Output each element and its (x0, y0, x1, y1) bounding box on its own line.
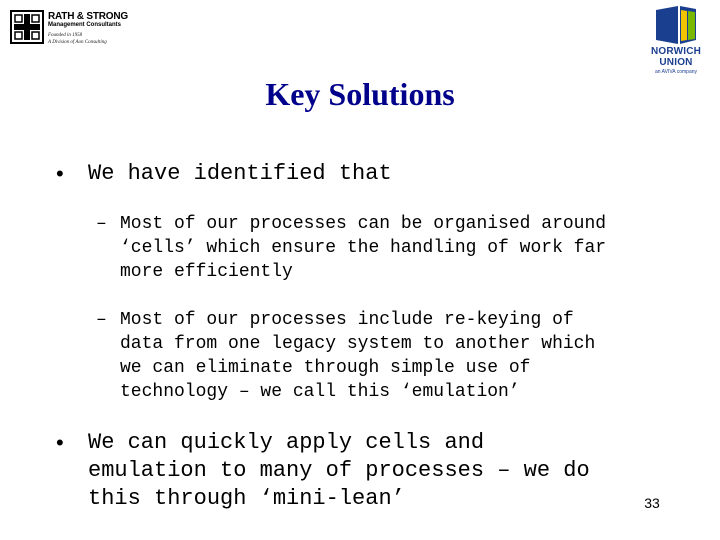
bullet-2-line-1: We can quickly apply cells and (88, 430, 485, 455)
rath-strong-name: RATH & STRONG (48, 11, 128, 22)
sub-bullet-1-line-1: Most of our processes can be organised around (120, 214, 607, 234)
norwich-union-line1: NORWICH (650, 46, 702, 57)
sub-bullet-dash: – (96, 214, 107, 234)
bullet-2-line-2: emulation to many of processes – we do (88, 458, 590, 483)
bullet-dot: • (56, 161, 64, 186)
sub-bullet-2-line-4: technology – we call this ‘emulation’ (120, 382, 520, 402)
sub-bullet-2-line-2: data from one legacy system to another which (120, 334, 596, 354)
slide-title: Key Solutions (265, 76, 455, 112)
rath-strong-emblem-icon (10, 10, 44, 44)
norwich-union-line3: an AVIVA company (654, 69, 698, 75)
sub-bullet-dash: – (96, 310, 107, 330)
rath-strong-logo (10, 10, 128, 48)
rath-strong-subtitle: Management Consultants (48, 22, 122, 28)
rath-strong-tagline-2: A Division of Aon Consulting (48, 40, 107, 45)
norwich-union-flag-icon (654, 6, 698, 44)
bullet-2-line-3: this through ‘mini-lean’ (88, 486, 405, 511)
norwich-union-line2: UNION (659, 57, 693, 68)
sub-bullet-2-line-1: Most of our processes include re-keying of (120, 310, 574, 330)
page-number: 33 (644, 495, 660, 511)
sub-bullet-2-line-3: we can eliminate through simple use of (120, 358, 531, 378)
bullet-dot: • (56, 430, 64, 455)
sub-bullet-1-line-3: more efficiently (120, 262, 293, 282)
rath-strong-tagline-1: Founded in 1958 (48, 33, 83, 38)
norwich-union-logo (636, 6, 716, 78)
bullet-1-text: We have identified that (88, 161, 392, 186)
sub-bullet-1-line-2: ‘cells’ which ensure the handling of work far (120, 238, 607, 258)
